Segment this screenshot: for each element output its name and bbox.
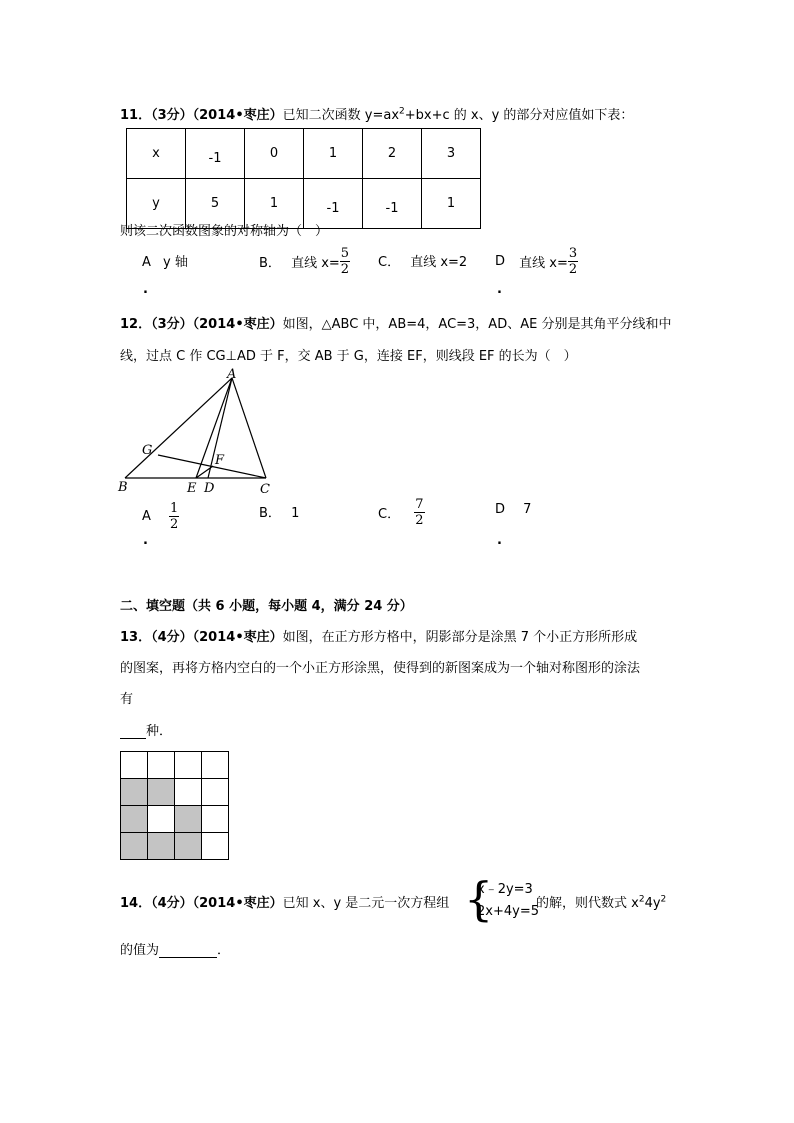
question-14-line-2 (120, 939, 230, 958)
segment-ae (196, 378, 232, 478)
q12-option-b (259, 502, 299, 521)
superscript: 2 (638, 894, 645, 905)
question-13-line-1 (120, 626, 637, 645)
option-dot: . (143, 282, 148, 297)
question-14-text-mid: 4y (644, 896, 661, 911)
answer-blank[interactable] (120, 724, 146, 739)
option-dot: . (497, 282, 502, 297)
grid-cell (201, 832, 229, 860)
point-label-d: D (204, 481, 215, 496)
option-text: y 轴 (163, 255, 188, 270)
table-cell: 1 (422, 179, 481, 229)
q11-option-a (142, 251, 188, 270)
grid-cell (174, 778, 202, 806)
question-13-text: 如图，在正方形方格中，阴影部分是涂黑 7 个小正方形所形成 (282, 630, 638, 645)
answer-blank[interactable] (159, 943, 217, 958)
table-cell: 1 (245, 179, 304, 229)
point-label-g: G (142, 443, 153, 458)
question-13-line-4 (120, 720, 172, 739)
question-12-number: 12． (120, 317, 152, 332)
question-14-after (536, 892, 666, 911)
numerator: 1 (170, 501, 179, 516)
question-14-stem (120, 892, 449, 911)
question-12-text: 如图，△ABC 中，AB=4，AC=3，AD、AE 分别是其角平分线和中 (282, 317, 672, 332)
option-dot: . (497, 533, 502, 548)
grid-cell-shaded (120, 805, 148, 833)
fraction (340, 246, 350, 277)
option-text: 7 (523, 502, 532, 517)
question-14-meta: （4分）（2014•枣庄） (151, 896, 283, 911)
triangle-figure (114, 366, 284, 496)
table-cell: 5 (186, 179, 245, 229)
segment-ac (232, 378, 266, 478)
grid-cell-shaded (174, 805, 202, 833)
question-11-prompt: 则该二次函数图象的对称轴为（ ） (120, 224, 329, 239)
question-14-text-2: 的值为 (120, 943, 160, 958)
point-label-c: C (260, 482, 270, 496)
table-cell: 0 (245, 129, 304, 179)
question-14-number: 14． (120, 896, 152, 911)
question-13-tail: 种． (146, 724, 173, 739)
equation-2: 2x+4y=5 (477, 904, 539, 919)
point-label-a: A (227, 367, 237, 382)
option-text: 1 (291, 506, 300, 521)
point-label-b: B (118, 480, 128, 495)
point-label-f: F (215, 453, 225, 468)
question-11-stem (120, 104, 633, 123)
grid-cell-shaded (147, 778, 175, 806)
option-label: A (142, 509, 151, 524)
grid-cell-shaded (147, 832, 175, 860)
question-14-end: ． (217, 943, 231, 958)
option-label: D (495, 502, 506, 517)
grid-cell (120, 751, 148, 779)
question-13-meta: （4分）（2014•枣庄） (151, 630, 283, 645)
question-12-line-1 (120, 313, 671, 332)
point-label-e: E (187, 481, 197, 496)
grid-cell (201, 778, 229, 806)
table-row (127, 129, 481, 179)
q12-option-d (495, 502, 531, 517)
fraction (568, 246, 578, 277)
table-cell: -1 (186, 129, 245, 179)
table-cell-x-label: x (127, 129, 186, 179)
grid-cell-shaded (120, 778, 148, 806)
equation-brace: { (464, 872, 494, 926)
q11-option-c (378, 251, 467, 270)
denominator: 2 (170, 517, 179, 532)
grid-cell-shaded (174, 832, 202, 860)
option-label: B． (259, 506, 281, 521)
question-12-meta: （3分）（2014•枣庄） (151, 317, 283, 332)
grid-cell (147, 805, 175, 833)
question-14-text-after: 的解，则代数式 x (536, 896, 639, 911)
grid-cell-shaded (120, 832, 148, 860)
section-2-title: 二、填空题（共 6 小题，每小题 4，满分 24 分） (120, 599, 413, 614)
question-12-line-2: 线，过点 C 作 CG⊥AD 于 F，交 AB 于 G，连接 EF，则线段 EF 的长为（ ） (120, 349, 577, 364)
q11-option-d (495, 246, 578, 277)
grid-cell (147, 751, 175, 779)
question-11-text-a: 已知二次函数 y=ax (282, 108, 400, 123)
option-dot: . (143, 533, 148, 548)
option-label: A (142, 255, 151, 270)
question-13-number: 13． (120, 630, 152, 645)
numerator: 7 (415, 497, 424, 512)
denominator: 2 (568, 262, 578, 277)
table-cell: -1 (363, 179, 422, 229)
numerator: 5 (340, 246, 350, 261)
option-text: 直线 x= (291, 256, 340, 271)
q12-option-c (378, 497, 425, 528)
superscript: 2 (660, 894, 667, 905)
question-11-number: 11． (120, 108, 152, 123)
question-13-line-3: 有 (120, 692, 134, 707)
option-label: C． (378, 255, 401, 270)
option-label: D (495, 254, 506, 269)
grid-cell (174, 751, 202, 779)
question-13-line-2: 的图案，再将方格内空白的一个小正方形涂黑，使得到的新图案成为一个轴对称图形的涂法 (120, 661, 641, 676)
numerator: 3 (568, 246, 578, 261)
fraction (414, 497, 424, 528)
option-label: B． (259, 256, 281, 271)
table-cell: 2 (363, 129, 422, 179)
grid-cell (201, 805, 229, 833)
table-cell: -1 (304, 179, 363, 229)
grid-cell (201, 751, 229, 779)
table-cell: 3 (422, 129, 481, 179)
question-11-meta: （3分）（2014•枣庄） (151, 108, 283, 123)
square-grid (120, 751, 229, 860)
option-text: 直线 x=2 (410, 255, 468, 270)
question-14-text: 已知 x、y 是二元一次方程组 (282, 896, 450, 911)
question-11-superscript: 2 (399, 106, 405, 117)
option-label: C． (378, 507, 401, 522)
denominator: 2 (340, 262, 350, 277)
fraction (169, 501, 179, 532)
option-text: 直线 x= (519, 256, 568, 271)
table-cell: 1 (304, 129, 363, 179)
equation-1: x﹣2y=3 (477, 882, 533, 897)
q11-option-b (259, 246, 350, 277)
q12-option-a (142, 501, 179, 532)
denominator: 2 (415, 513, 424, 528)
table-cell-y-label: y (127, 179, 186, 229)
value-table (126, 128, 481, 229)
question-11-text-b: +bx+c 的 x、y 的部分对应值如下表： (404, 108, 634, 123)
